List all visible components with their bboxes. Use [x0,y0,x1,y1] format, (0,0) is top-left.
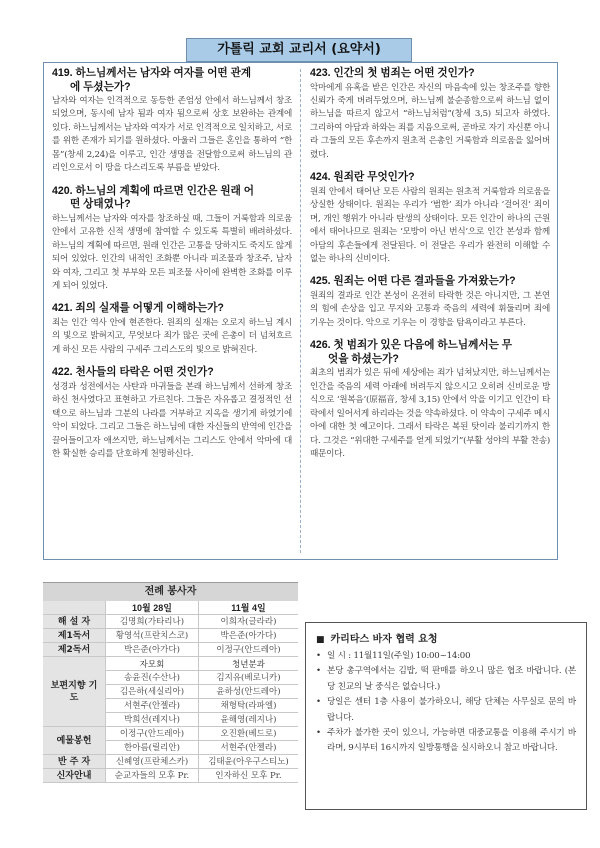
servers-date-row [43,601,298,615]
question-421: 421. 죄의 실재를 어떻게 이해하는가? [52,302,224,315]
caritas-list [316,649,576,757]
answer-421: 죄는 인간 역사 안에 현존한다. 원죄의 실재는 오로지 하느님 계시의 빛으로 밝혀지고, 무엇보다 죄가 많은 곳에 은총이 더 넘쳐흐르게 하신 모든 사람의 구세주 그리스도의 빛으로 밝혀진다. [52,317,292,355]
bullet-icon: • [316,697,321,708]
question-425: 425. 원죄는 어떤 다른 결과들을 가져왔는가? [310,275,516,288]
bullet-icon: • [316,666,321,677]
table-row: 송윤진(수산나) 김지유(베로니카) [43,671,298,685]
right-column [310,67,550,470]
qa-425 [310,275,550,330]
table-row: 김은하(세실리아) 윤하성(안드레아) [43,685,298,699]
date-1: 10월 28일 [106,601,199,615]
offering-label: 예물봉헌 [43,727,106,755]
table-row: 예물봉헌 이정구(안드레아) 오진환(베드로) [43,727,298,741]
column-divider [300,69,301,553]
question-423: 423. 인간의 첫 범죄는 어떤 것인가? [310,67,475,79]
bullet-icon: • [316,728,321,739]
question-426: 426. 첫 범죄가 있은 다음에 하느님께서는 무 엇을 하셨는가? [310,339,513,365]
caritas-bazaar-notice [305,622,587,810]
qa-423 [310,67,550,162]
question-419: 419. 하느님께서는 남자와 여자를 어떤 관계 에 두셨는가? [52,67,252,93]
table-row: 박희선(레지나) 윤해영(레지나) [43,713,298,727]
answer-422: 성경과 성전에서는 사탄과 마귀들을 본래 하느님께서 선하게 창조하신 천사였다고 표현하고 가르친다. 그들은 자유롭고 결정적인 선택으로 하느님과 그분의 나라를 거부하고 지옥을 생기게 하였기에 악이 되었다. 그리고 그들은 하느님에 대한 자신들의 반역에 인간을 끌어들이고자 애쓰지만, 하느님께서는 그리스도 안에서 악마에 대한 확실한 승리를 단호하게 천명하신다. [52,381,292,460]
question-420: 420. 하느님의 계획에 따르면 인간은 원래 어 떤 상태였나? [52,184,255,211]
qa-426 [310,339,550,461]
table-row: 제1독서 황영석(프란치스코) 박은준(아가다) [43,629,298,643]
qa-420 [52,185,292,294]
list-item: • 일 시 : 11월11일(주일) 10:00~14:00 [316,649,576,664]
answer-423: 악마에게 유혹을 받은 인간은 자신의 마음속에 있는 창조주를 향한 신뢰가 죽게 버려두었으며, 하느님께 불순종함으로써 하느님 없이 하느님을 따르지 않고서 “하느님처럼”(창세 3,5) 되고자 하였다. 그리하여 아담과 하와는 죄를 지음으로써, 곧바로 자기 자신뿐 아니라 그들의 모든 후손까지 원초적 은총인 거룩함과 의로움을 잃어버렸다. [310,82,550,160]
answer-425: 원죄의 결과로 인간 본성이 온전히 타락한 것은 아니지만, 그 본연의 힘에 손상을 입고 무지와 고통과 죽음의 세력에 휘둘리며 죄에 기우는 것이다. 악으로 기우는 이 경향을 탐욕이라고 부른다. [310,290,550,328]
page-title: 가톨릭 교회 교리서 (요약서) [186,38,412,62]
prayer-label: 보편지향 기 도 [43,657,106,727]
list-item: • 주차가 불가한 곳이 있으니, 가능하면 대중교통을 이용해 주시기 바라며, 9시부터 16시까지 일방통행을 실시하오니 참고 바랍니다. [316,728,576,754]
bullet-icon: • [316,651,321,661]
list-item: • 당일은 센터 1층 사용이 불가하오니, 해당 단체는 사무실로 문의 바랍니다. [316,697,576,723]
table-row: 반 주 자 신혜영(프란체스카) 김태윤(아우구스티노) [43,755,298,769]
answer-419: 남자와 여자는 인격적으로 동등한 존엄성 안에서 하느님께서 창조되었으며, 동시에 남자 됨과 여자 됨으로써 상호 보완하는 관계에 있다. 하느님께서는 남자와 여자가 서로 인격적으로 일치하고, 서로를 위한 존재가 되기를 원하셨다. 아울러 그들은 혼인을 통하여 “한 몸”(창세 2,24)을 이루고, 인간 생명을 전달함으로써 하느님의 관리인으로서 이 땅을 다스리도록 부름을 받았다. [52,96,292,174]
table-row: 서현주(안젤라) 채형탁(라파엘) [43,699,298,713]
liturgy-servers-table [43,582,298,783]
list-item: • 본당 총구역에서는 김밥, 떡 판매를 하오니 많은 협조 바랍니다. (본당 친교의 날 중식은 없습니다.) [316,666,576,692]
answer-420: 하느님께서는 남자와 여자를 창조하실 때, 그들이 거룩함과 의로움 안에서 고유한 신적 생명에 참여할 수 있도록 특별히 배려하셨다. 하느님의 계획에 따르면, 원래 인간은 고통을 당하지도 죽지도 않게 되어 있었다. 인간의 내적인 조화뿐 아니라 피조물과 창조주, 남자와 여자, 그리고 첫 부부와 모든 피조물 사이에 완벽한 조화를 이루게 되어 있었다. [52,213,292,291]
answer-424: 원죄 안에서 태어난 모든 사람의 원죄는 원초적 거룩함과 의로움을 상실한 상태이다. 원죄는 우리가 ‘범한’ 죄가 아니라 ‘걸어진’ 죄이며, 개인 행위가 아니라 탄생의 상태이다. 모든 인간이 하나의 근원에서 태어나므로 원죄는 ‘모방이 아닌 번식’으로 인간 본성과 함께 아담의 후손들에게 전달된다. 이 전달은 우리가 완전히 이해할 수 없는 하나의 신비이다. [310,186,550,264]
qa-422 [52,366,292,461]
left-column [52,67,292,471]
table-row: 신자안내 순교자들의 모후 Pr. 인자하신 모후 Pr. [43,769,298,783]
catechism-box [43,62,558,560]
qa-419 [52,67,292,176]
caritas-title: ■ 카리타스 바자 협력 요청 [316,634,438,645]
table-row: 해 설 자 김명희(가타리나) 이희자(글라라) [43,615,298,629]
qa-424 [310,171,550,266]
table-row: 제2독서 박은준(아가다) 이정구(안드레아) [43,643,298,657]
square-bullet-icon: ■ [316,635,325,645]
qa-421 [52,302,292,357]
question-422: 422. 천사들의 타락은 어떤 것인가? [52,366,214,379]
question-424: 424. 원죄란 무엇인가? [310,171,415,184]
date-2: 11월 4일 [198,601,298,615]
table-row: 한아름(릴리안) 서현주(안젤라) [43,741,298,755]
table-row: 보편지향 기 도 자모회 청년분과 [43,657,298,671]
servers-title: 전례 봉사자 [43,582,298,601]
answer-426: 최초의 범죄가 있은 뒤에 세상에는 죄가 넘쳐났지만, 하느님께서는 인간을 죽음의 세력 아래에 버려두지 않으시고 오히려 신비로운 방식으로 ‘원복음’(原福音, 창세 3,15) 안에서 악을 이기고 인간이 타락에서 일어서게 하리라는 것을 약속하셨다. 이 약속이 구세주 메시아에 대한 첫 예고이다. 그래서 타락은 복된 탓이라 불리기까지 한다. 그것은 “위대한 구세주를 얻게 되었기”(부활 성야의 부활 찬송) 때문이다. [310,368,550,460]
